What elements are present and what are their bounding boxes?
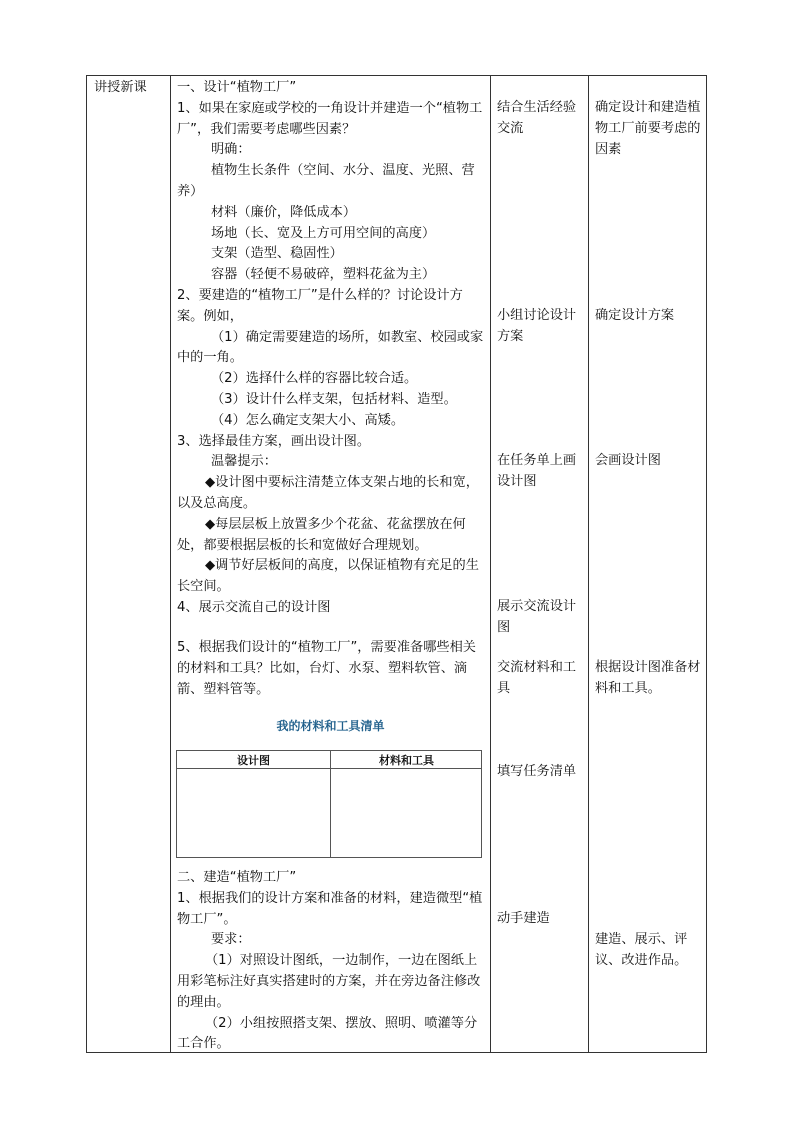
section2-block — [177, 868, 484, 1055]
stage-label-cell — [87, 76, 170, 99]
requirements-title: 要求： — [211, 932, 251, 948]
section1-title: 一、设计“植物工厂” — [177, 80, 297, 95]
materials-list-header: 材料和工具 — [379, 754, 434, 767]
materials-list-table — [176, 750, 482, 858]
activity-cell — [490, 76, 588, 1054]
stage-label: 讲授新课 — [94, 80, 147, 95]
intent-item: 确定设计和建造植物工厂前要考虑的因素 — [595, 100, 701, 157]
intent-cell — [588, 76, 708, 1054]
q2-item: （2）选择什么样的容器比较合适。 — [211, 371, 418, 387]
factor-item: 容器（轻便不易破碎，塑料花盆为主） — [211, 267, 436, 283]
section1-q1: 1、如果在家庭或学校的一角设计并建造一个“植物工厂”，我们需要考虑哪些因素？ — [177, 100, 483, 137]
tip-item: ◆设计图中要标注清楚立体支架占地的长和宽，以及总高度。 — [177, 475, 479, 511]
factor-item: 场地（长、宽及上方可用空间的高度） — [211, 225, 436, 241]
section1-q5: 5、根据我们设计的“植物工厂”，需要准备哪些相关的材料和工具？比如，台灯、水泵、塑料软管、滴箭、塑料管等。 — [177, 640, 476, 697]
section1-q2: 2、要建造的“植物工厂”是什么样的？讨论设计方案。例如， — [177, 287, 463, 324]
intent-item: 确定设计方案 — [595, 308, 675, 323]
activity-item: 小组讨论设计方案 — [497, 308, 577, 344]
q2-item: （3）设计什么样支架，包括材料、造型。 — [211, 391, 457, 407]
intent-item: 根据设计图准备材料和工具。 — [595, 660, 701, 696]
factor-item: 支架（造型、稳固性） — [211, 246, 343, 262]
materials-list-header: 设计图 — [237, 754, 270, 767]
section1-q5-block — [177, 638, 484, 700]
tip-item: ◆调节好层板间的高度，以保证植物有充足的生长空间。 — [177, 558, 479, 595]
activity-item: 在任务单上画设计图 — [497, 453, 577, 489]
factor-item: 植物生长条件（空间、水分、温度、光照、营养） — [177, 163, 475, 199]
section1-q3: 3、选择最佳方案，画出设计图。 — [177, 433, 371, 449]
section1-block — [177, 78, 484, 619]
activity-item: 展示交流设计图 — [497, 599, 577, 635]
activity-item: 交流材料和工具 — [497, 660, 577, 696]
intent-item: 会画设计图 — [595, 453, 661, 468]
q2-item: （1）确定需要建造的场所，如教室、校园或家中的一角。 — [177, 329, 484, 366]
intent-item: 建造、展示、评议、改进作品。 — [595, 932, 688, 968]
q2-item: （4）怎么确定支架大小、高矮。 — [211, 412, 405, 428]
tip-item: ◆每层层板上放置多少个花盆、花盆摆放在何处，都要根据层板的长和宽做好合理规划。 — [177, 516, 466, 553]
factor-item: 材料（廉价，降低成本） — [211, 204, 357, 220]
tips-title: 温馨提示： — [211, 454, 277, 470]
activity-item: 填写任务清单 — [497, 764, 577, 779]
section1-q4: 4、展示交流自己的设计图 — [177, 599, 331, 615]
requirement-item: （2）小组按照搭支架、摆放、照明、喷灌等分工合作。 — [177, 1015, 478, 1052]
section2-q1: 1、根据我们的设计方案和准备的材料，建造微型“植物工厂”。 — [177, 890, 483, 927]
activity-item: 动手建造 — [497, 911, 550, 926]
clarify-label: 明确： — [211, 142, 251, 158]
section2-title: 二、建造“植物工厂” — [177, 870, 297, 885]
lesson-plan-table — [86, 75, 707, 1053]
activity-item: 结合生活经验交流 — [497, 100, 577, 136]
requirement-item: （1）对照设计图纸，一边制作，一边在图纸上用彩笔标注好真实搭建时的方案，并在旁边备注修改的理由。 — [177, 953, 481, 1010]
materials-list-title: 我的材料和工具清单 — [276, 719, 385, 733]
content-cell — [170, 76, 490, 1054]
